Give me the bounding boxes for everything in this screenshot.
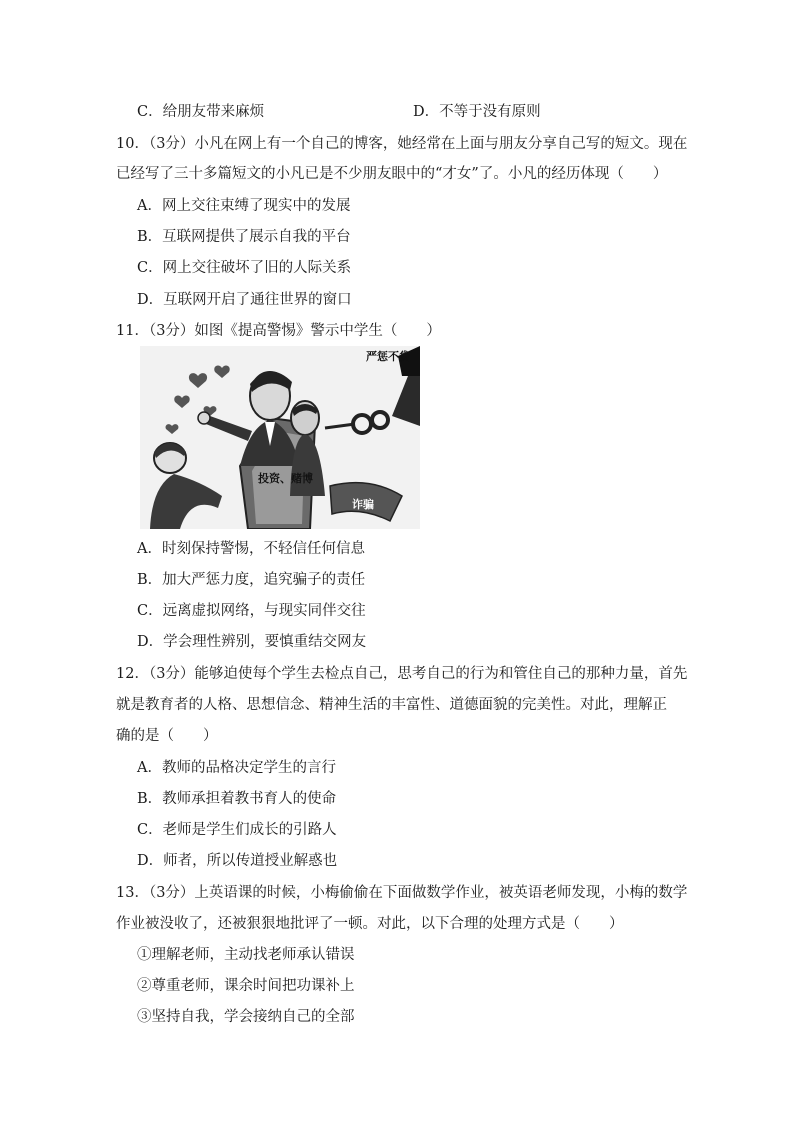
- cartoon-figure: [140, 346, 420, 529]
- q10-stem-line1: 10．（3分）小凡在网上有一个自己的博客，她经常在上面与朋友分享自己写的短文。现在: [116, 136, 688, 152]
- q10-option-b: B．互联网提供了展示自我的平台: [137, 229, 351, 245]
- q9-option-d: D．不等于没有原则: [413, 104, 541, 120]
- q9-option-c: C．给朋友带来麻烦: [137, 104, 265, 120]
- label-fraud: 诈骗: [352, 498, 374, 511]
- q12-option-a: A．教师的品格决定学生的言行: [137, 760, 336, 776]
- cartoon-illustration: [140, 346, 420, 529]
- q10-option-a: A．网上交往束缚了现实中的发展: [137, 198, 351, 214]
- q11-stem: 11．（3分）如图《提高警惕》警示中学生（ ）: [116, 323, 441, 339]
- q12-stem-line3: 确的是（ ）: [116, 728, 218, 744]
- q13-stem-line2: 作业被没收了，还被狠狠地批评了一顿。对此，以下合理的处理方式是（ ）: [116, 916, 624, 932]
- q10-stem-line2: 已经写了三十多篇短文的小凡已是不少朋友眼中的“才女”了。小凡的经历体现（ ）: [116, 166, 668, 182]
- label-severe-punishment: 严惩不贷: [366, 350, 410, 363]
- q13-item-2: ②尊重老师，课余时间把功课补上: [137, 978, 355, 994]
- q11-option-b: B．加大严惩力度，追究骗子的责任: [137, 572, 366, 588]
- q12-option-d: D．师者，所以传道授业解惑也: [137, 853, 338, 869]
- q11-option-a: A．时刻保持警惕，不轻信任何信息: [137, 541, 365, 557]
- q13-item-3: ③坚持自我，学会接纳自己的全部: [137, 1009, 355, 1025]
- q10-option-c: C．网上交往破坏了旧的人际关系: [137, 260, 352, 276]
- q12-option-b: B．教师承担着教书育人的使命: [137, 791, 337, 807]
- q12-stem-line1: 12．（3分）能够迫使每个学生去检点自己，思考自己的行为和管住自己的那种力量，首先: [116, 666, 688, 682]
- q13-item-1: ①理解老师，主动找老师承认错误: [137, 947, 355, 963]
- q12-option-c: C．老师是学生们成长的引路人: [137, 822, 337, 838]
- q12-stem-line2: 就是教育者的人格、思想信念、精神生活的丰富性、道德面貌的完美性。对此，理解正: [116, 697, 667, 713]
- q11-option-d: D．学会理性辨别，要慎重结交网友: [137, 634, 367, 650]
- q10-option-d: D．互联网开启了通往世界的窗口: [137, 292, 352, 308]
- q13-stem-line1: 13．（3分）上英语课的时候，小梅偷偷在下面做数学作业，被英语老师发现，小梅的数学: [116, 885, 688, 901]
- q11-option-c: C．远离虚拟网络，与现实同伴交往: [137, 603, 366, 619]
- label-investment-gambling: 投资、赌博: [258, 472, 313, 485]
